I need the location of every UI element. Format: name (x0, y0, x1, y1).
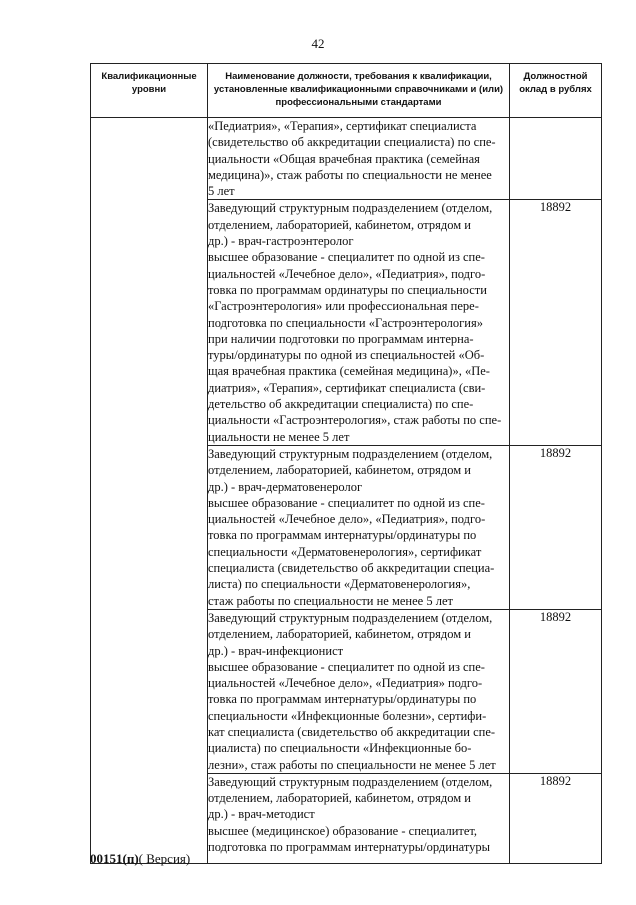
description-line: отделением, лабораторией, кабинетом, отрядом и (208, 217, 471, 232)
table-header-row (91, 64, 602, 118)
description-line: специальности «Дерматовенерология», сертификат (208, 544, 482, 559)
salary-cell: 18892 (510, 445, 602, 609)
document-footer (90, 851, 190, 867)
document-version: ( Версия) (138, 851, 191, 866)
description-line: циальности «Общая врачебная практика (семейная (208, 151, 480, 166)
header-qualification-levels: Квалификационные уровни (91, 64, 208, 118)
document-code: 00151(п) (90, 851, 139, 866)
description-line: туры/ординатуры по одной из специальностей «Об- (208, 348, 485, 363)
description-line: отделением, лабораторией, кабинетом, отрядом и (208, 627, 471, 642)
description-line: медицина)», стаж работы по специальности не менее (208, 167, 492, 182)
position-description (208, 445, 510, 609)
description-line: циальностей «Лечебное дело», «Педиатрия», подго- (208, 512, 486, 527)
description-line: товка по программам интернатуры/ординатуры по (208, 528, 477, 543)
description-line: Заведующий структурным подразделением (отделом, (208, 201, 493, 216)
description-line: Заведующий структурным подразделением (отделом, (208, 610, 493, 625)
table-row (91, 118, 602, 200)
description-line: «Гастроэнтерология» или профессиональная пере- (208, 299, 479, 314)
description-line: щая врачебная практика (семейная медицина)», «Пе- (208, 364, 490, 379)
description-line: др.) - врач-дерматовенеролог (208, 479, 363, 494)
description-line: др.) - врач-гастроэнтеролог (208, 234, 354, 249)
description-line: циальности «Гастроэнтерология», стаж работы по спе- (208, 413, 502, 428)
description-line: подготовка по программам интернатуры/ординатуры (208, 840, 491, 855)
position-description (208, 773, 510, 863)
description-line: «Педиатрия», «Терапия», сертификат специалиста (208, 119, 477, 133)
page-number: 42 (311, 36, 325, 51)
description-line: Заведующий структурным подразделением (отделом, (208, 774, 493, 789)
description-line: стаж работы по специальности не менее 5 лет (208, 593, 453, 608)
description-line: высшее образование - специалитет по одной из спе- (208, 495, 485, 510)
description-line: лезни», стаж работы по специальности не менее 5 лет (208, 757, 496, 772)
description-line: (свидетельство об аккредитации специалиста) по спе- (208, 135, 496, 150)
salary-cell (510, 118, 602, 200)
description-line: циальностей «Лечебное дело», «Педиатрия», подго- (208, 266, 486, 281)
position-description (208, 118, 510, 200)
description-line: др.) - врач-инфекционист (208, 643, 344, 658)
salary-cell: 18892 (510, 609, 602, 773)
description-line: высшее образование - специалитет по одной из спе- (208, 659, 485, 674)
description-line: циальности не менее 5 лет (208, 429, 350, 444)
description-line: высшее образование - специалитет по одной из спе- (208, 250, 485, 265)
description-line: детельство об аккредитации специалиста) по спе- (208, 397, 474, 412)
description-line: высшее (медицинское) образование - специалитет, (208, 823, 478, 838)
description-line: диатрия», «Терапия», сертификат специалиста (сви- (208, 380, 486, 395)
description-line: циалиста) по специальности «Инфекционные бо- (208, 741, 472, 756)
description-line: специалиста (свидетельство об аккредитации специа- (208, 561, 495, 576)
description-line: отделением, лабораторией, кабинетом, отрядом и (208, 463, 471, 478)
position-description (208, 609, 510, 773)
description-line: при наличии подготовки по программам интерна- (208, 331, 474, 346)
description-line: др.) - врач-методист (208, 807, 315, 822)
description-line: кат специалиста (свидетельство об аккредитации спе- (208, 724, 496, 739)
header-salary: Должностной оклад в рублях (510, 64, 602, 118)
description-line: подготовка по специальности «Гастроэнтерология» (208, 315, 483, 330)
description-line: листа) по специальности «Дерматовенерология», (208, 577, 471, 592)
description-line: товка по программам ординатуры по специальности (208, 282, 487, 297)
description-line: циальностей «Лечебное дело», «Педиатрия» подго- (208, 676, 483, 691)
salary-cell: 18892 (510, 773, 602, 863)
header-position-requirements: Наименование должности, требования к квалификации, установленные квалификационными справочниками и (или) профессиональными стандартами (208, 64, 510, 118)
qualification-level-cell (91, 118, 208, 864)
description-line: 5 лет (208, 184, 235, 199)
description-line: отделением, лабораторией, кабинетом, отрядом и (208, 791, 471, 806)
salary-cell: 18892 (510, 200, 602, 445)
position-description (208, 200, 510, 445)
description-line: специальности «Инфекционные болезни», сертифи- (208, 708, 487, 723)
description-line: Заведующий структурным подразделением (отделом, (208, 446, 493, 461)
description-line: товка по программам интернатуры/ординатуры по (208, 692, 477, 707)
qualification-table (90, 63, 602, 864)
